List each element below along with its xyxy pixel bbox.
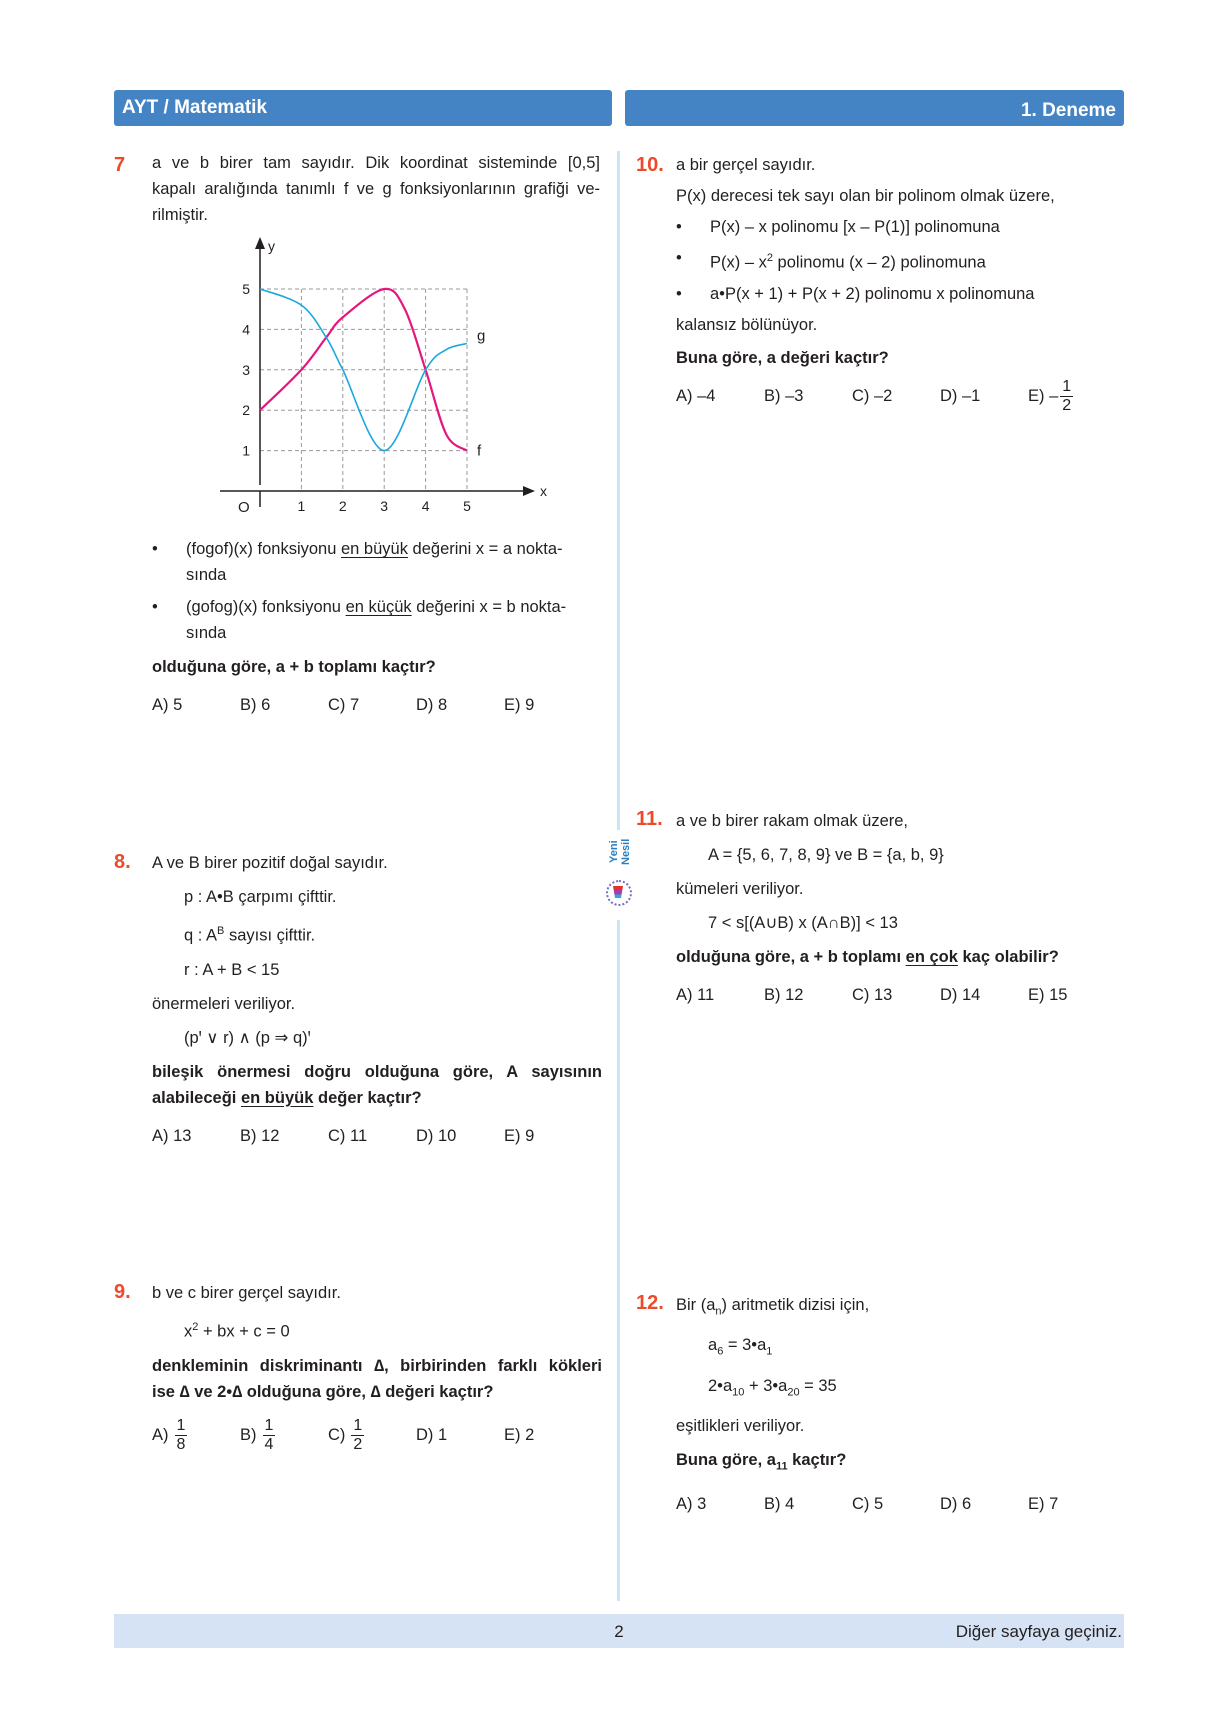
series-label-f: f (477, 442, 482, 460)
page-number: 2 (614, 1622, 624, 1641)
choice-d[interactable]: D) 6 (940, 1495, 972, 1514)
q7-intro-line: rilmiştir. (152, 206, 208, 224)
q12-subscript: 6 (717, 1345, 724, 1358)
x-tick-label: 3 (380, 498, 389, 514)
q11-intro: a ve b birer rakam olmak üzere, (676, 812, 909, 830)
x-tick-labels (298, 498, 472, 514)
question-7-conditions (152, 536, 602, 722)
graph-grid (260, 289, 467, 491)
choice-a[interactable]: A) –4 (676, 386, 716, 405)
question-11 (676, 804, 1116, 1012)
q8-given: önermeleri veriliyor. (152, 994, 296, 1013)
q7-bullet-text: sında (186, 624, 227, 642)
series-labels (477, 328, 485, 460)
choice-d[interactable]: D) –1 (940, 386, 981, 405)
x-axis-arrow-icon (523, 486, 535, 496)
q12-equation-2 (676, 1369, 1116, 1409)
q12-question-text: kaçtır? (787, 1450, 847, 1469)
q8-expression: (pꞌ ∨ r) ∧ (p ⇒ q)ꞌ (184, 1028, 311, 1047)
denominator: 2 (353, 1435, 363, 1453)
question-number-12: 12. (636, 1292, 664, 1314)
q10-bullet (676, 212, 1116, 243)
choice-c[interactable] (328, 1417, 416, 1454)
choice-a[interactable] (152, 1417, 240, 1454)
q12-text: = 3•a (723, 1336, 767, 1355)
fraction (263, 1417, 276, 1454)
choice-a[interactable]: A) 11 (676, 986, 715, 1004)
exam-header (625, 90, 1124, 126)
choice-a[interactable]: A) 13 (152, 1126, 192, 1145)
choice-e[interactable]: E) 7 (1028, 1495, 1059, 1514)
logo-text: Yeni Nesil (608, 838, 632, 866)
q8-choices (152, 1119, 602, 1153)
q12-equation-1 (676, 1328, 1116, 1368)
bullet-icon: • (676, 284, 682, 303)
choice-a[interactable]: A) 5 (152, 696, 183, 714)
q7-bullet-text: (gofog)(x) fonksiyonu (186, 598, 346, 616)
y-tick-label: 1 (242, 442, 250, 459)
q11-inequality: 7 < s[(A∪B) x (A∩B)] < 13 (708, 914, 898, 932)
q9-choices (152, 1417, 602, 1454)
next-page-note: Diğer sayfaya geçiniz. (955, 1622, 1122, 1641)
subject-header (114, 90, 612, 126)
q9-eq-exponent: 2 (192, 1321, 199, 1333)
choice-label: C) (328, 1426, 346, 1444)
choice-b[interactable]: B) 12 (240, 1126, 280, 1145)
q8-intro: A ve B birer pozitif doğal sayıdır. (152, 854, 388, 872)
q7-bullet-emphasis: en büyük (340, 540, 408, 558)
question-7 (152, 150, 600, 228)
choice-b[interactable]: B) 4 (764, 1495, 795, 1514)
question-9 (152, 1276, 602, 1454)
question-number-8: 8. (114, 851, 131, 873)
q12-text: = 35 (799, 1376, 837, 1395)
q7-bullet-text: sında (186, 566, 227, 584)
choice-c[interactable]: C) 5 (852, 1495, 884, 1514)
q10-bullet-text: P(x) – x (710, 253, 767, 272)
q12-subscript: n (715, 1305, 722, 1318)
bullet-icon: • (152, 540, 158, 558)
q10-question: Buna göre, a değeri kaçtır? (676, 348, 889, 367)
y-tick-label: 4 (242, 321, 250, 338)
choice-a[interactable]: A) 3 (676, 1495, 707, 1514)
minus-sign: – (1049, 386, 1059, 405)
numerator: 1 (1062, 377, 1072, 395)
question-number-11: 11. (636, 808, 663, 830)
q12-intro (676, 1288, 1116, 1328)
q9-question: denkleminin diskriminantı ∆, birbirinden farklı kökleri (152, 1356, 602, 1375)
q7-bullet (152, 536, 602, 588)
choice-e[interactable]: E) 9 (504, 1126, 535, 1145)
fraction (351, 1417, 364, 1454)
q12-subscript: 20 (787, 1385, 800, 1398)
q8-question: bileşik önermesi doğru olduğuna göre, A sayısının (152, 1062, 602, 1081)
q10-bullet (676, 243, 1116, 279)
numerator: 1 (353, 1416, 363, 1434)
q8-q-text: sayısı çifttir. (224, 926, 316, 945)
q8-proposition-r: r : A + B < 15 (184, 960, 280, 979)
choice-d[interactable]: D) 1 (416, 1426, 448, 1444)
question-12 (676, 1288, 1116, 1521)
q10-bullet-text: a•P(x + 1) + P(x + 2) polinomu x polinomuna (710, 284, 1035, 303)
question-number-7: 7 (114, 154, 126, 176)
x-tick-label: 5 (463, 498, 471, 514)
question-number-10: 10. (636, 154, 664, 176)
series-label-g: g (477, 327, 486, 345)
x-tick-label: 2 (338, 498, 347, 514)
q12-text: ) aritmetik dizisi için, (721, 1296, 870, 1314)
q7-choices (152, 688, 602, 722)
q9-equation (152, 1310, 602, 1349)
q12-choices (676, 1487, 1116, 1521)
q9-eq-text: x (184, 1322, 193, 1341)
q12-subscript: 1 (766, 1345, 773, 1358)
denominator: 8 (176, 1435, 186, 1453)
q10-choices (676, 378, 1116, 415)
subject-title: AYT / Matematik (122, 97, 268, 118)
q8-question-2 (152, 1085, 602, 1111)
choice-label: E) (1028, 386, 1045, 405)
denominator: 4 (264, 1435, 274, 1453)
q7-intro-line: a ve b birer tam sayıdır. Dik koordinat sisteminde [0,5] (152, 154, 600, 172)
bullet-icon: • (676, 249, 682, 267)
q8-question-text: alabileceği (152, 1088, 241, 1107)
origin-label: O (238, 499, 250, 515)
fraction (1060, 378, 1073, 415)
q12-question-text: Buna göre, a (676, 1450, 776, 1469)
q11-choices (676, 978, 1116, 1012)
choice-e[interactable]: E) 15 (1028, 986, 1068, 1004)
q7-bullet (152, 594, 602, 646)
q10-after: kalansız bölünüyor. (676, 315, 818, 334)
q12-text: + 3•a (744, 1376, 788, 1395)
q7-bullet-emphasis: en küçük (345, 598, 412, 616)
q12-subscript: 10 (732, 1385, 745, 1398)
q9-question-2: ise ∆ ve 2•∆ olduğuna göre, ∆ değeri kaçtır? (152, 1382, 494, 1401)
q11-question (676, 940, 1116, 974)
q12-text: 2•a (708, 1376, 733, 1395)
fraction (175, 1417, 188, 1454)
q10-line2: P(x) derecesi tek sayı olan bir polinom olmak üzere, (676, 187, 1055, 205)
choice-b[interactable]: B) 12 (764, 986, 804, 1004)
q11-question-emphasis: en çok (905, 948, 958, 966)
q11-question-text: kaç olabilir? (957, 948, 1059, 966)
q10-bullet (676, 279, 1116, 310)
y-axis-label: y (268, 238, 275, 254)
q8-question-emphasis: en büyük (240, 1088, 314, 1107)
question-number-9: 9. (114, 1281, 131, 1303)
y-tick-label: 5 (242, 281, 250, 297)
y-tick-labels (242, 281, 250, 459)
publisher-logo (602, 830, 636, 920)
choice-b[interactable]: B) –3 (764, 386, 804, 405)
q8-question-text: değer kaçtır? (313, 1088, 422, 1107)
choice-c[interactable]: C) 11 (328, 1126, 368, 1145)
choice-d[interactable]: D) 8 (416, 696, 448, 714)
question-10 (676, 150, 1116, 415)
bullet-icon: • (152, 598, 158, 616)
q7-bullet-text: değerini x = a nokta- (407, 540, 563, 558)
question-8 (152, 846, 602, 1153)
choice-c[interactable]: C) 7 (328, 696, 360, 714)
choice-b[interactable] (240, 1417, 328, 1454)
q11-question-text: olduğuna göre, a + b toplamı (676, 948, 906, 966)
choice-label: A) (152, 1426, 169, 1444)
y-tick-label: 2 (242, 402, 250, 419)
bullet-icon: • (676, 218, 682, 236)
choice-c[interactable]: C) –2 (852, 386, 893, 405)
q8-proposition-q (152, 914, 602, 953)
q12-text: a (708, 1336, 718, 1355)
choice-d[interactable]: D) 10 (416, 1126, 457, 1145)
y-tick-label: 3 (242, 361, 250, 378)
choice-e[interactable]: E) 9 (504, 696, 535, 714)
q12-text: Bir (a (676, 1296, 716, 1314)
function-graph (210, 235, 550, 515)
choice-e[interactable] (1028, 378, 1116, 415)
q9-eq-text: + bx + c = 0 (198, 1322, 290, 1341)
q11-given: kümeleri veriliyor. (676, 880, 804, 898)
choice-c[interactable]: C) 13 (852, 986, 893, 1004)
page-footer (114, 1614, 1124, 1648)
numerator: 1 (264, 1416, 274, 1434)
numerator: 1 (176, 1416, 186, 1434)
q8-q-exponent: B (217, 925, 225, 937)
exam-title: 1. Deneme (1020, 100, 1116, 121)
x-tick-label: 4 (421, 498, 430, 514)
choice-d[interactable]: D) 14 (940, 986, 981, 1004)
q9-intro: b ve c birer gerçel sayıdır. (152, 1284, 341, 1302)
q12-given: eşitlikleri veriliyor. (676, 1416, 805, 1435)
x-axis-label: x (540, 483, 547, 499)
x-tick-label: 1 (297, 498, 306, 514)
q7-question: olduğuna göre, a + b toplamı kaçtır? (152, 658, 436, 676)
choice-e[interactable]: E) 2 (504, 1426, 535, 1444)
q7-bullet-text: değerini x = b nokta- (411, 598, 567, 616)
q11-sets: A = {5, 6, 7, 8, 9} ve B = {a, b, 9} (708, 846, 944, 864)
q12-question (676, 1443, 1116, 1483)
choice-label: B) (240, 1426, 257, 1444)
choice-b[interactable]: B) 6 (240, 696, 271, 714)
q7-bullet-text: (fogof)(x) fonksiyonu (186, 540, 341, 558)
q12-subscript: 11 (775, 1460, 788, 1473)
q7-intro-line: kapalı aralığında tanımlı f ve g fonksiyonlarının grafiği ve- (152, 180, 600, 198)
q8-proposition-p: p : A•B çarpımı çifttir. (184, 888, 337, 906)
q8-q-text: q : A (184, 926, 218, 945)
q10-bullet-text: P(x) – x polinomu [x – P(1)] polinomuna (710, 218, 1000, 236)
q10-intro: a bir gerçel sayıdır. (676, 156, 816, 174)
q10-exponent: 2 (766, 252, 773, 264)
q10-bullet-text: polinomu (x – 2) polinomuna (772, 253, 986, 272)
denominator: 2 (1062, 396, 1072, 414)
y-axis-arrow-icon (255, 237, 265, 249)
